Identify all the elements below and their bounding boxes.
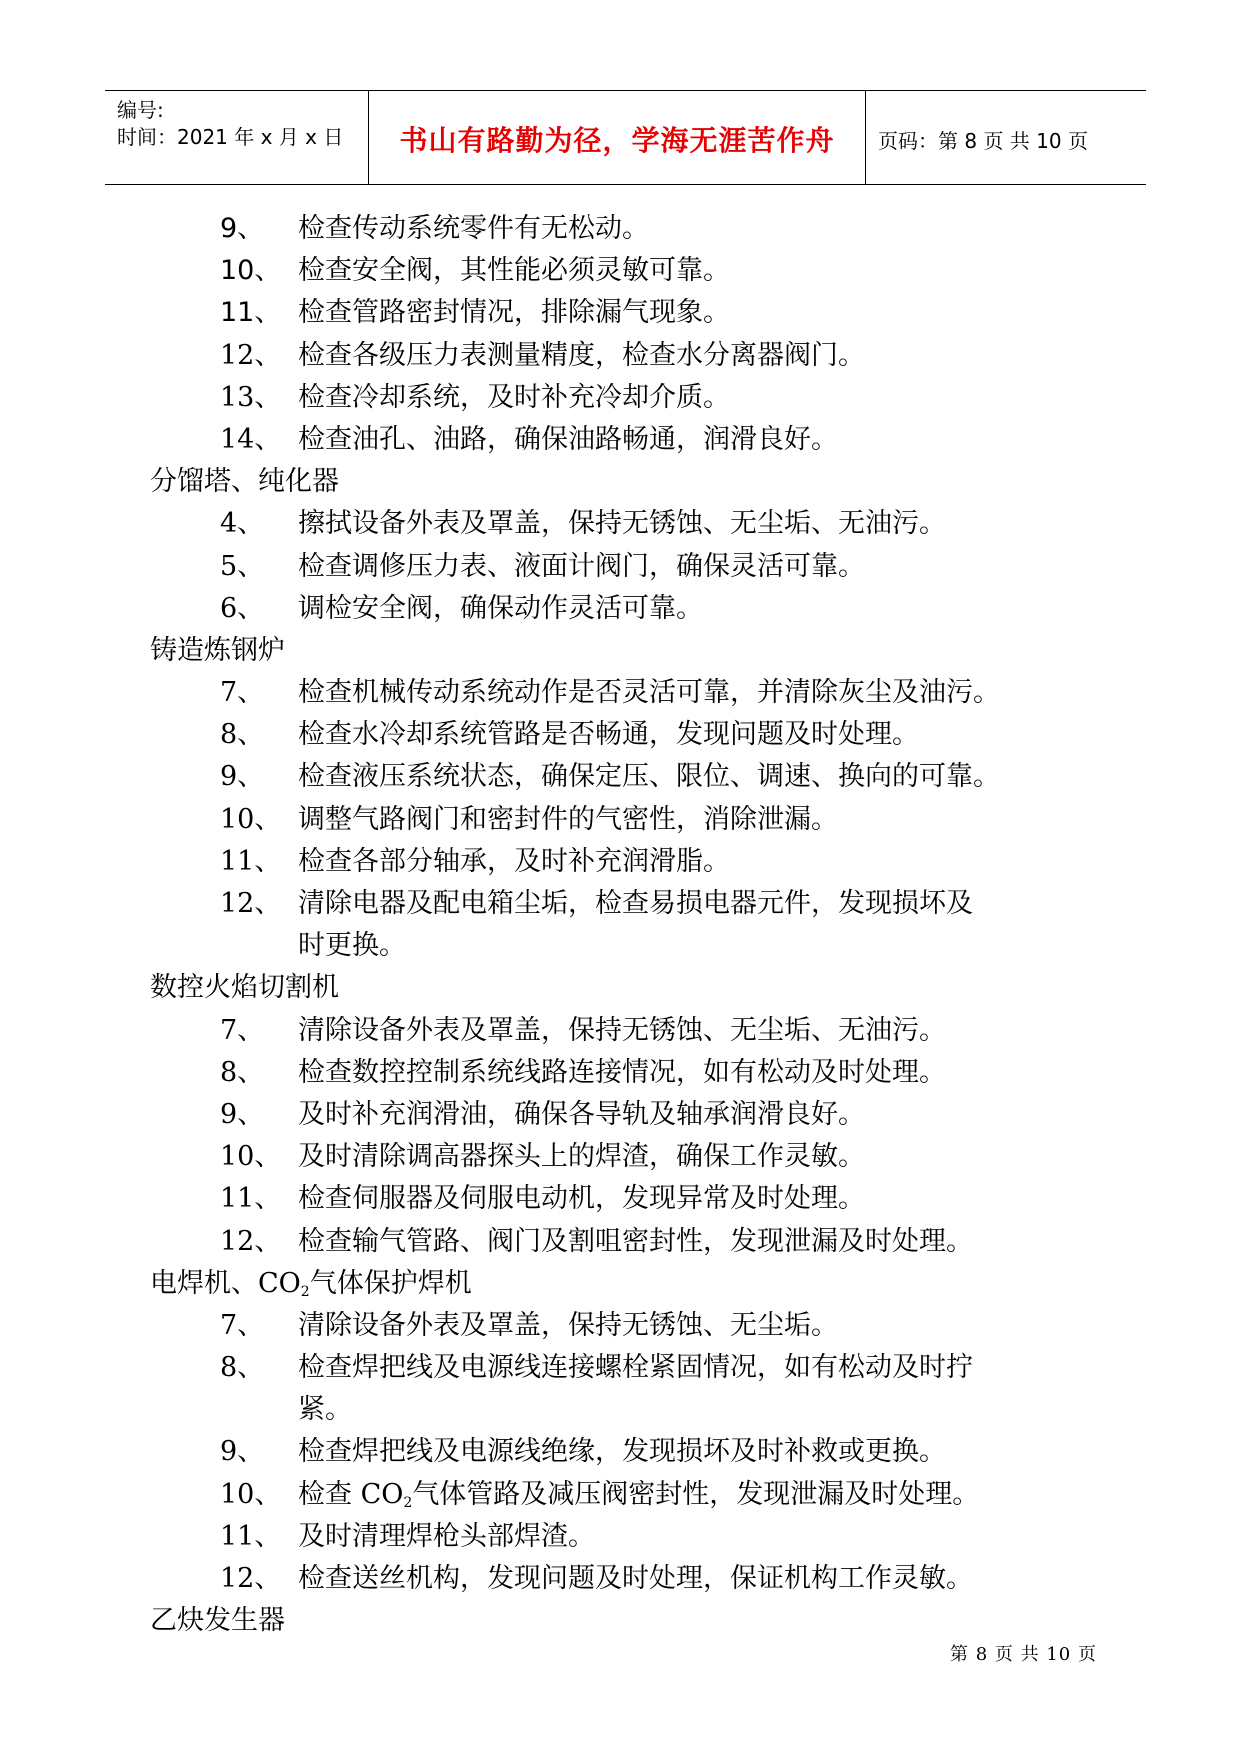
page-footer: 第 8 页 共 10 页 (950, 1644, 1097, 1665)
item-number: 11、 (220, 1183, 282, 1215)
item-number: 8、 (220, 1352, 265, 1384)
item-number: 10、 (220, 803, 282, 835)
subscript-two: 2 (300, 1283, 310, 1300)
list-item (0, 1010, 1241, 1052)
item-number: 12、 (220, 339, 282, 371)
list-item (0, 1516, 1241, 1558)
list-item (0, 714, 1241, 756)
section-heading (0, 1263, 1241, 1305)
section-title: 铸造炼钢炉 (150, 634, 285, 666)
item-text: 检查调修压力表、液面计阀门，确保灵活可靠。 (298, 550, 865, 582)
item-number: 5、 (220, 550, 265, 582)
list-item (0, 208, 1241, 250)
item-number: 7、 (220, 1309, 265, 1341)
item-text-continued: 紧。 (298, 1394, 352, 1426)
list-item (0, 546, 1241, 588)
list-item (0, 377, 1241, 419)
section-title: 数控火焰切割机 (150, 972, 339, 1004)
section-heading (0, 1600, 1241, 1642)
list-item (0, 883, 1241, 925)
item-text: 检查送丝机构，发现问题及时处理，保证机构工作灵敏。 (298, 1563, 973, 1594)
time-label: 时间：2021 年 x 月 x 日 (117, 125, 344, 149)
item-text-part: 检查 CO (298, 1478, 404, 1510)
item-number: 11、 (220, 1520, 282, 1552)
item-text: 检查水冷却系统管路是否畅通，发现问题及时处理。 (298, 719, 919, 751)
header-right-cell (866, 91, 1146, 184)
item-text: 检查输气管路、阀门及割咀密封性，发现泄漏及时处理。 (298, 1225, 973, 1257)
section-title-part: 电焊机、CO (150, 1267, 301, 1299)
item-text: 及时清理焊枪头部焊渣。 (298, 1520, 595, 1552)
list-item (0, 1431, 1241, 1473)
item-text: 擦拭设备外表及罩盖，保持无锈蚀、无尘垢、无油污。 (298, 508, 946, 540)
section-title: 分馏塔、纯化器 (150, 466, 339, 498)
item-number: 12、 (220, 1563, 282, 1594)
list-item (0, 1347, 1241, 1389)
item-text: 清除电器及配电箱尘垢，检查易损电器元件，发现损坏及 (298, 888, 973, 919)
list-item (0, 1305, 1241, 1347)
item-text: 调检安全阀，确保动作灵活可靠。 (298, 592, 703, 624)
item-text: 检查机械传动系统动作是否灵活可靠，并清除灰尘及油污。 (298, 677, 1000, 709)
list-item (0, 1136, 1241, 1178)
item-text: 检查焊把线及电源线连接螺栓紧固情况，如有松动及时拧 (298, 1352, 973, 1384)
item-number: 8、 (220, 719, 265, 751)
section-title (150, 1263, 472, 1305)
item-text: 检查伺服器及伺服电动机，发现异常及时处理。 (298, 1183, 865, 1215)
item-number: 9、 (220, 761, 265, 793)
section-title-part: 气体保护焊机 (309, 1267, 472, 1299)
item-number: 12、 (220, 888, 282, 919)
item-number: 10、 (220, 255, 282, 287)
item-number: 13、 (220, 381, 282, 413)
list-item (0, 1558, 1241, 1600)
item-text (298, 1474, 979, 1516)
item-number: 9、 (220, 213, 265, 244)
code-label: 编号: (117, 98, 164, 122)
header-page-label: 页码：第 8 页 共 10 页 (878, 129, 1088, 153)
list-item (0, 672, 1241, 714)
list-item (0, 503, 1241, 545)
section-heading (0, 630, 1241, 672)
item-number: 9、 (220, 1436, 265, 1468)
item-text: 检查安全阀，其性能必须灵敏可靠。 (298, 255, 730, 287)
item-text: 检查管路密封情况，排除漏气现象。 (298, 297, 730, 329)
item-number: 10、 (220, 1478, 282, 1510)
item-text: 检查焊把线及电源线绝缘，发现损坏及时补救或更换。 (298, 1436, 946, 1468)
list-item-continuation (0, 1389, 1241, 1431)
item-text: 及时清除调高器探头上的焊渣，确保工作灵敏。 (298, 1141, 865, 1173)
header-motto-cell (368, 91, 866, 184)
motto: 书山有路勤为径，学海无涯苦作舟 (399, 124, 835, 157)
item-text: 清除设备外表及罩盖，保持无锈蚀、无尘垢。 (298, 1309, 838, 1341)
list-item (0, 588, 1241, 630)
list-item (0, 799, 1241, 841)
item-text: 检查各部分轴承，及时补充润滑脂。 (298, 845, 730, 877)
item-text: 检查传动系统零件有无松动。 (298, 213, 649, 244)
item-text: 检查冷却系统，及时补充冷却介质。 (298, 381, 730, 413)
item-number: 10、 (220, 1141, 282, 1173)
section-heading (0, 967, 1241, 1009)
document-body (0, 208, 1241, 1642)
item-number: 9、 (220, 1098, 265, 1130)
item-text: 检查液压系统状态，确保定压、限位、调速、换向的可靠。 (298, 761, 1000, 793)
item-text-part: 气体管路及减压阀密封性，发现泄漏及时处理。 (412, 1478, 980, 1510)
list-item (0, 1221, 1241, 1263)
section-heading (0, 461, 1241, 503)
item-number: 14、 (220, 423, 282, 455)
item-number: 7、 (220, 1014, 265, 1046)
item-text-continued: 时更换。 (298, 930, 406, 962)
header-left-cell (105, 91, 368, 184)
item-text: 检查数控控制系统线路连接情况，如有松动及时处理。 (298, 1056, 946, 1088)
list-item (0, 250, 1241, 292)
list-item (0, 1052, 1241, 1094)
subscript-two: 2 (403, 1494, 413, 1511)
item-number: 6、 (220, 592, 265, 624)
list-item (0, 1178, 1241, 1220)
section-title: 乙炔发生器 (150, 1605, 285, 1637)
item-number: 4、 (220, 508, 265, 540)
item-text: 及时补充润滑油，确保各导轨及轴承润滑良好。 (298, 1098, 865, 1130)
item-number: 11、 (220, 297, 282, 329)
list-item (0, 1094, 1241, 1136)
list-item (0, 1474, 1241, 1516)
item-text: 检查各级压力表测量精度，检查水分离器阀门。 (298, 339, 865, 371)
list-item (0, 756, 1241, 798)
list-item (0, 292, 1241, 334)
item-number: 12、 (220, 1225, 282, 1257)
item-number: 8、 (220, 1056, 265, 1088)
list-item-continuation (0, 925, 1241, 967)
item-number: 7、 (220, 677, 265, 709)
item-text: 调整气路阀门和密封件的气密性，消除泄漏。 (298, 803, 838, 835)
item-text: 检查油孔、油路，确保油路畅通，润滑良好。 (298, 423, 838, 455)
list-item (0, 419, 1241, 461)
item-number: 11、 (220, 845, 282, 877)
list-item (0, 841, 1241, 883)
list-item (0, 335, 1241, 377)
item-text: 清除设备外表及罩盖，保持无锈蚀、无尘垢、无油污。 (298, 1014, 946, 1046)
page-header (105, 90, 1146, 185)
